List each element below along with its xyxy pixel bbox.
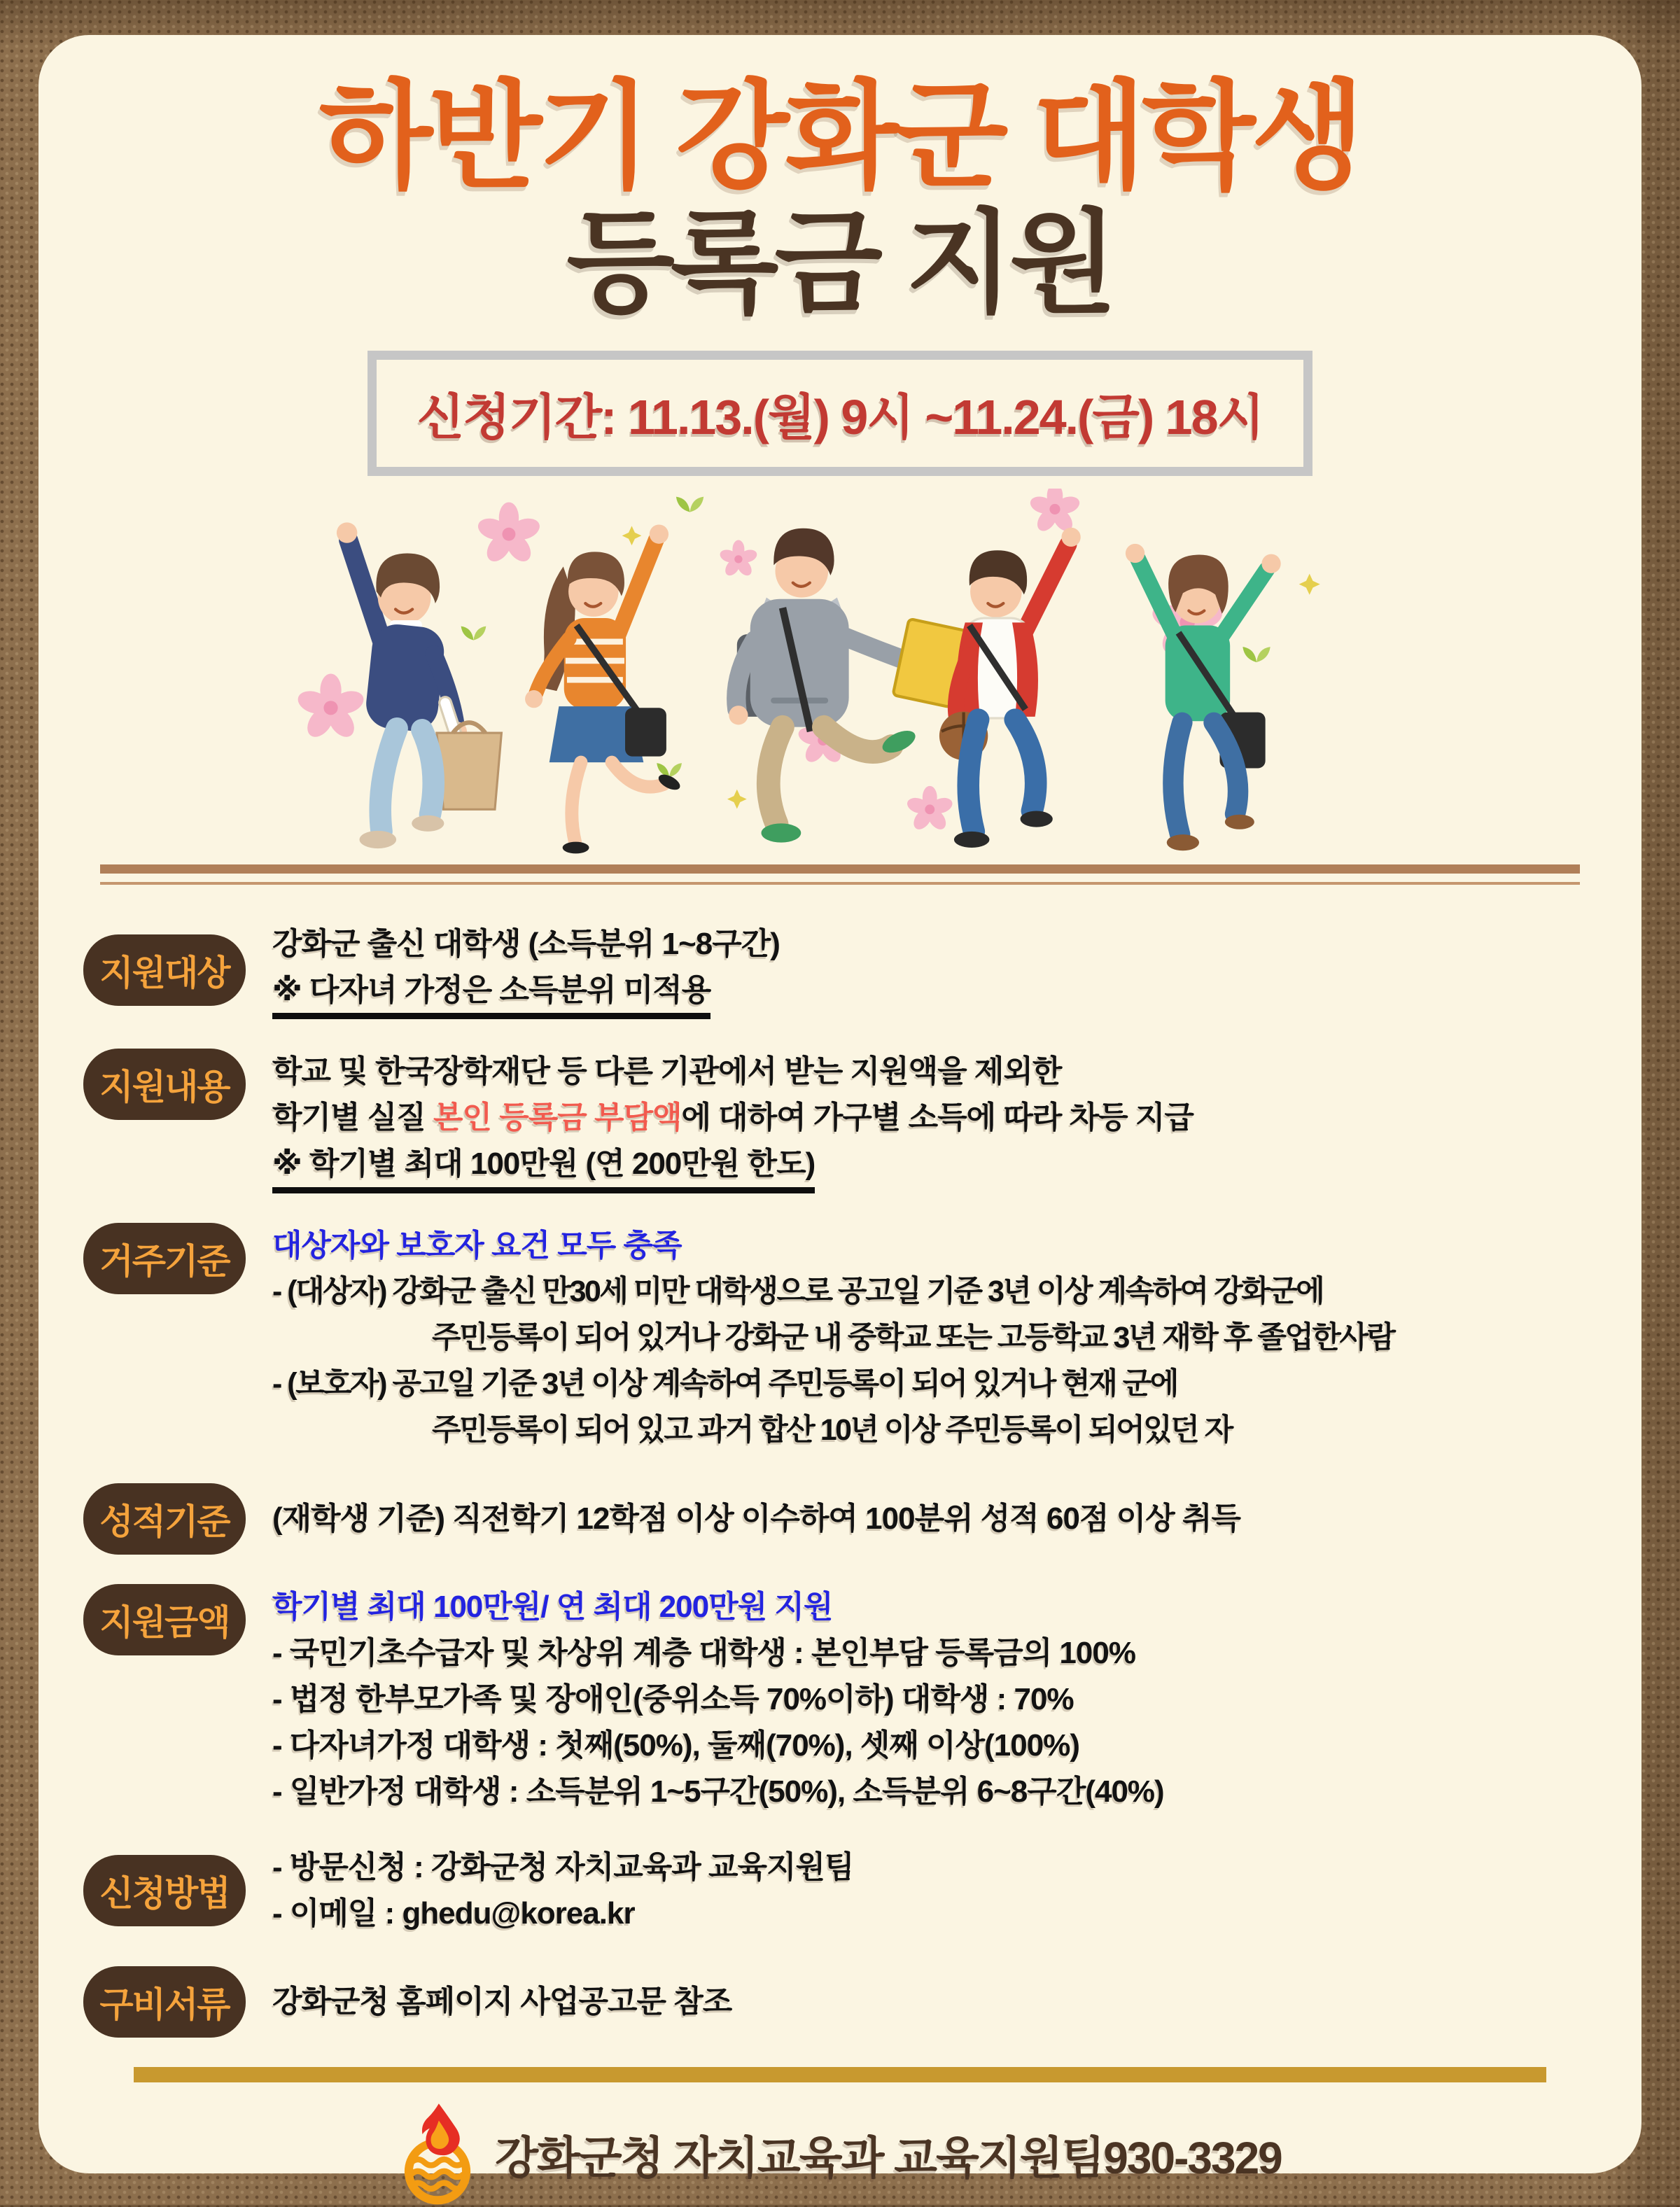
amount-line-3: - 다자녀가정 대학생 : 첫째(50%), 둘째(70%), 셋째 이상(100%) (272, 1728, 1079, 1763)
residence-line-2: 주민등록이 되어 있거나 강화군 내 중학교 또는 고등학교 3년 재학 후 졸업한사람 (432, 1320, 1394, 1354)
students-jumping-illustration (266, 489, 1414, 857)
documents-badge: 구비서류 (83, 1966, 246, 2038)
content-badge: 지원내용 (83, 1049, 246, 1120)
section-documents (83, 1966, 1614, 2038)
footer-divider-gold (134, 2067, 1546, 2082)
target-line-1: 강화군 출신 대학생 (소득분위 1~8구간) (272, 926, 780, 961)
section-amount (83, 1584, 1614, 1815)
footer-contact-text: 강화군청 자치교육과 교육지원팀930-3329 (495, 2132, 1282, 2183)
section-residence (83, 1223, 1614, 1454)
apply-line-2: - 이메일 : ghedu@korea.kr (272, 1896, 635, 1931)
residence-line-1: - (대상자) 강화군 출신 만30세 미만 대학생으로 공고일 기준 3년 이상 계속하여 강화군에 (272, 1274, 1324, 1308)
amount-line-2: - 법정 한부모가족 및 장애인(중위소득 70%이하) 대학생 : 70% (272, 1681, 1074, 1716)
grade-badge: 성적기준 (83, 1483, 246, 1555)
amount-header: 학기별 최대 100만원/ 연 최대 200만원 지원 (272, 1589, 833, 1624)
section-apply (83, 1844, 1614, 1937)
application-period-text: 신청기간: 11.13.(월) 9시 ~11.24.(금) 18시 (416, 390, 1264, 445)
grade-line-1: (재학생 기준) 직전학기 12학점 이상 이수하여 100분위 성적 60점 이상 취득 (272, 1501, 1240, 1536)
content-line-2-highlight: 본인 등록금 부담액 (433, 1100, 682, 1135)
documents-line-1: 강화군청 홈페이지 사업공고문 참조 (272, 1984, 732, 2019)
student-figure-green (1126, 544, 1281, 850)
amount-line-1: - 국민기초수급자 및 차상위 계층 대학생 : 본인부담 등록금의 100% (272, 1635, 1135, 1670)
footer (38, 2102, 1642, 2207)
poster-title-line1: 하반기 강화군 대학생 (319, 71, 1361, 202)
content-line-3: ※ 학기별 최대 100만원 (연 200만원 한도) (272, 1147, 815, 1193)
content-lines (272, 1049, 1194, 1193)
section-content (83, 1049, 1614, 1193)
residence-badge: 거주기준 (83, 1223, 246, 1294)
amount-line-4: - 일반가정 대학생 : 소득분위 1~5구간(50%), 소득분위 6~8구간(40%) (272, 1774, 1164, 1809)
residence-line-4: 주민등록이 되어 있고 과거 합산 10년 이상 주민등록이 되어있던 자 (432, 1413, 1232, 1447)
amount-lines (272, 1584, 1164, 1815)
grade-lines (272, 1496, 1240, 1542)
target-lines (272, 921, 780, 1020)
content-line-2: 학기별 실질 본인 등록금 부담액에 대하여 가구별 소득에 따라 차등 지급 (272, 1100, 1194, 1135)
student-figure-orange (525, 525, 682, 854)
apply-line-1: - 방문신청 : 강화군청 자치교육과 교육지원팀 (272, 1849, 854, 1884)
student-figure-navy (337, 522, 501, 848)
student-figure-red (939, 528, 1081, 848)
hero-illustration (38, 489, 1642, 860)
residence-header: 대상자와 보호자 요건 모두 충족 (272, 1228, 682, 1263)
section-grade (83, 1483, 1614, 1555)
poster-card (38, 35, 1642, 2183)
section-target (83, 921, 1614, 1020)
application-period-box (368, 351, 1313, 476)
apply-badge: 신청방법 (83, 1855, 246, 1926)
residence-lines (272, 1223, 1394, 1454)
apply-lines (272, 1844, 854, 1937)
poster-title-line2: 등록금 지원 (566, 199, 1114, 325)
amount-badge: 지원금액 (83, 1584, 246, 1655)
target-badge: 지원대상 (83, 934, 246, 1006)
info-sections (38, 885, 1642, 2038)
documents-lines (272, 1979, 732, 2025)
target-line-2: ※ 다자녀 가정은 소득분위 미적용 (272, 973, 710, 1020)
hero-divider-thick (100, 864, 1580, 874)
content-line-1: 학교 및 한국장학재단 등 다른 기관에서 받는 지원액을 제외한 (272, 1054, 1062, 1089)
ganghwa-flame-waves-logo-icon (398, 2102, 477, 2207)
residence-line-3: - (보호자) 공고일 기준 3년 이상 계속하여 주민등록이 되어 있거나 현재 군에 (272, 1366, 1177, 1401)
